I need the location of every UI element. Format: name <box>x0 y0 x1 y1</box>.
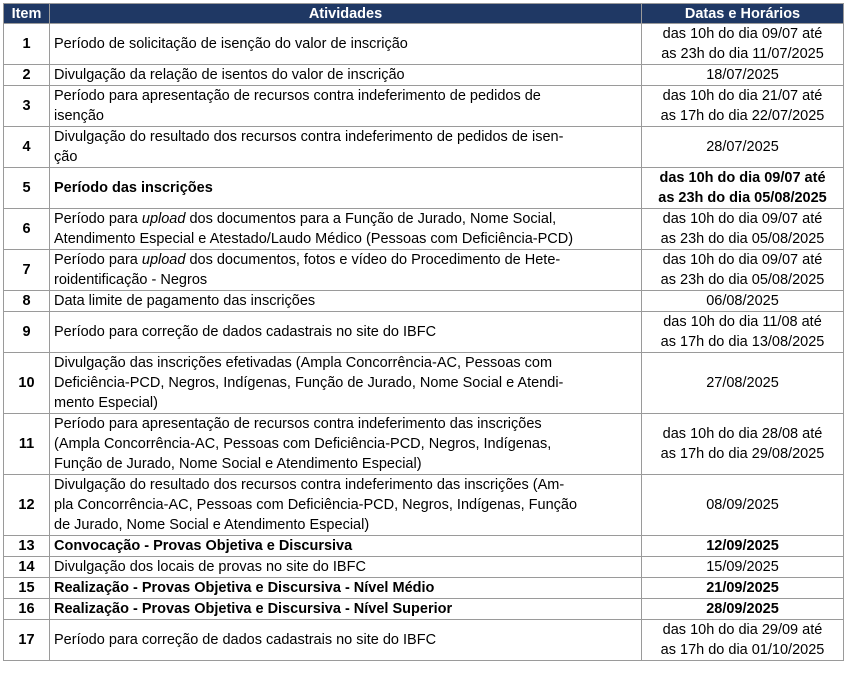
activity-line: Divulgação dos locais de provas no site do IBFC <box>54 559 366 575</box>
date-line: 12/09/2025 <box>706 538 779 554</box>
date-line: as 17h do dia 13/08/2025 <box>660 334 825 350</box>
date-cell <box>642 536 844 557</box>
table-row <box>4 578 844 599</box>
date-line: das 10h do dia 21/07 até <box>662 88 823 104</box>
table-row <box>4 86 844 127</box>
date-line: 27/08/2025 <box>706 375 779 391</box>
table-row <box>4 557 844 578</box>
date-line: 21/09/2025 <box>706 580 779 596</box>
date-line: as 23h do dia 11/07/2025 <box>661 46 824 62</box>
activity-cell <box>50 209 642 250</box>
date-line: das 10h do dia 09/07 até <box>659 170 826 186</box>
activity-line: Período para correção de dados cadastrais no site do IBFC <box>54 632 437 648</box>
activity-cell <box>50 353 642 414</box>
date-cell <box>642 86 844 127</box>
activity-cell <box>50 86 642 127</box>
date-line: as 23h do dia 05/08/2025 <box>660 231 825 247</box>
item-number: 16 <box>4 599 50 620</box>
activity-line: Deficiência-PCD, Negros, Indígenas, Função de Jurado, Nome Social e Atendi- <box>54 375 564 391</box>
activity-line: Divulgação das inscrições efetivadas (Ampla Concorrência-AC, Pessoas com <box>54 355 553 371</box>
activity-line: Divulgação do resultado dos recursos contra indeferimento de pedidos de isen- <box>54 129 564 145</box>
date-line: as 23h do dia 05/08/2025 <box>660 272 825 288</box>
item-number: 6 <box>4 209 50 250</box>
date-cell <box>642 24 844 65</box>
item-number: 2 <box>4 65 50 86</box>
date-line: das 10h do dia 09/07 até <box>662 26 823 42</box>
activity-line: Data limite de pagamento das inscrições <box>54 293 316 309</box>
date-cell <box>642 414 844 475</box>
date-line: as 17h do dia 01/10/2025 <box>660 642 825 658</box>
item-number: 3 <box>4 86 50 127</box>
item-number: 11 <box>4 414 50 475</box>
activity-line: (Ampla Concorrência-AC, Pessoas com Deficiência-PCD, Negros, Indígenas, <box>54 436 552 452</box>
date-cell <box>642 65 844 86</box>
activity-cell <box>50 599 642 620</box>
date-cell <box>642 620 844 661</box>
activity-line: Realização - Provas Objetiva e Discursiva - Nível Superior <box>54 601 453 617</box>
activity-line: Período de solicitação de isenção do valor de inscrição <box>54 36 408 52</box>
item-number: 13 <box>4 536 50 557</box>
header-activity: Atividades <box>50 4 642 24</box>
item-number: 5 <box>4 168 50 209</box>
item-number: 9 <box>4 312 50 353</box>
table-row <box>4 250 844 291</box>
activity-cell <box>50 475 642 536</box>
date-cell <box>642 209 844 250</box>
activity-line: Período para upload dos documentos, fotos e vídeo do Procedimento de Hete- <box>54 252 561 268</box>
date-line: das 10h do dia 28/08 até <box>662 426 823 442</box>
header-item: Item <box>4 4 50 24</box>
table-row <box>4 168 844 209</box>
item-number: 1 <box>4 24 50 65</box>
table-row <box>4 414 844 475</box>
activity-cell <box>50 127 642 168</box>
activity-line: Período das inscrições <box>54 180 213 196</box>
activity-line: Divulgação da relação de isentos do valor de inscrição <box>54 67 405 83</box>
table-row <box>4 353 844 414</box>
table-row <box>4 24 844 65</box>
table-row <box>4 291 844 312</box>
activity-cell <box>50 168 642 209</box>
date-line: 28/07/2025 <box>706 139 779 155</box>
activity-cell <box>50 250 642 291</box>
activity-line: ção <box>54 149 78 165</box>
date-cell <box>642 312 844 353</box>
schedule-table <box>3 3 844 661</box>
activity-line: Período para apresentação de recursos contra indeferimento das inscrições <box>54 416 542 432</box>
activity-cell <box>50 24 642 65</box>
date-line: das 10h do dia 29/09 até <box>662 622 823 638</box>
item-number: 15 <box>4 578 50 599</box>
activity-cell <box>50 65 642 86</box>
item-number: 7 <box>4 250 50 291</box>
date-line: as 17h do dia 22/07/2025 <box>660 108 825 124</box>
date-cell <box>642 168 844 209</box>
table-row <box>4 620 844 661</box>
table-row <box>4 475 844 536</box>
item-number: 4 <box>4 127 50 168</box>
date-cell <box>642 353 844 414</box>
item-number: 10 <box>4 353 50 414</box>
header-row <box>4 4 844 24</box>
activity-line: Função de Jurado, Nome Social e Atendimento Especial) <box>54 456 422 472</box>
date-line: as 17h do dia 29/08/2025 <box>660 446 825 462</box>
item-number: 17 <box>4 620 50 661</box>
item-number: 12 <box>4 475 50 536</box>
table-row <box>4 599 844 620</box>
item-number: 14 <box>4 557 50 578</box>
date-line: 08/09/2025 <box>706 497 779 513</box>
item-number: 8 <box>4 291 50 312</box>
activity-cell <box>50 620 642 661</box>
schedule-body <box>4 24 844 661</box>
date-cell <box>642 291 844 312</box>
table-row <box>4 65 844 86</box>
date-line: 06/08/2025 <box>706 293 779 309</box>
date-cell <box>642 250 844 291</box>
activity-line: isenção <box>54 108 104 124</box>
table-row <box>4 209 844 250</box>
activity-line: roidentificação - Negros <box>54 272 208 288</box>
date-line: 28/09/2025 <box>706 601 779 617</box>
activity-line: Divulgação do resultado dos recursos contra indeferimento das inscrições (Am- <box>54 477 565 493</box>
activity-line: Período para upload dos documentos para a Função de Jurado, Nome Social, <box>54 211 557 227</box>
activity-cell <box>50 291 642 312</box>
header-dates: Datas e Horários <box>642 4 844 24</box>
activity-line: de Jurado, Nome Social e Atendimento Especial) <box>54 517 370 533</box>
activity-cell <box>50 578 642 599</box>
activity-cell <box>50 414 642 475</box>
date-line: das 10h do dia 09/07 até <box>662 252 823 268</box>
activity-line: Realização - Provas Objetiva e Discursiva - Nível Médio <box>54 580 435 596</box>
table-row <box>4 312 844 353</box>
date-line: 18/07/2025 <box>706 67 779 83</box>
table-row <box>4 127 844 168</box>
date-cell <box>642 557 844 578</box>
date-cell <box>642 599 844 620</box>
activity-cell <box>50 312 642 353</box>
date-cell <box>642 127 844 168</box>
activity-line: pla Concorrência-AC, Pessoas com Deficiência-PCD, Negros, Indígenas, Função <box>54 497 578 513</box>
activity-cell <box>50 557 642 578</box>
activity-line: mento Especial) <box>54 395 158 411</box>
activity-cell <box>50 536 642 557</box>
table-row <box>4 536 844 557</box>
date-line: das 10h do dia 11/08 até <box>663 314 822 330</box>
activity-line: Atendimento Especial e Atestado/Laudo Médico (Pessoas com Deficiência-PCD) <box>54 231 574 247</box>
activity-line: Convocação - Provas Objetiva e Discursiva <box>54 538 353 554</box>
date-cell <box>642 475 844 536</box>
date-cell <box>642 578 844 599</box>
activity-line: Período para correção de dados cadastrais no site do IBFC <box>54 324 437 340</box>
date-line: as 23h do dia 05/08/2025 <box>658 190 827 206</box>
date-line: das 10h do dia 09/07 até <box>662 211 823 227</box>
activity-line: Período para apresentação de recursos contra indeferimento de pedidos de <box>54 88 541 104</box>
date-line: 15/09/2025 <box>706 559 779 575</box>
